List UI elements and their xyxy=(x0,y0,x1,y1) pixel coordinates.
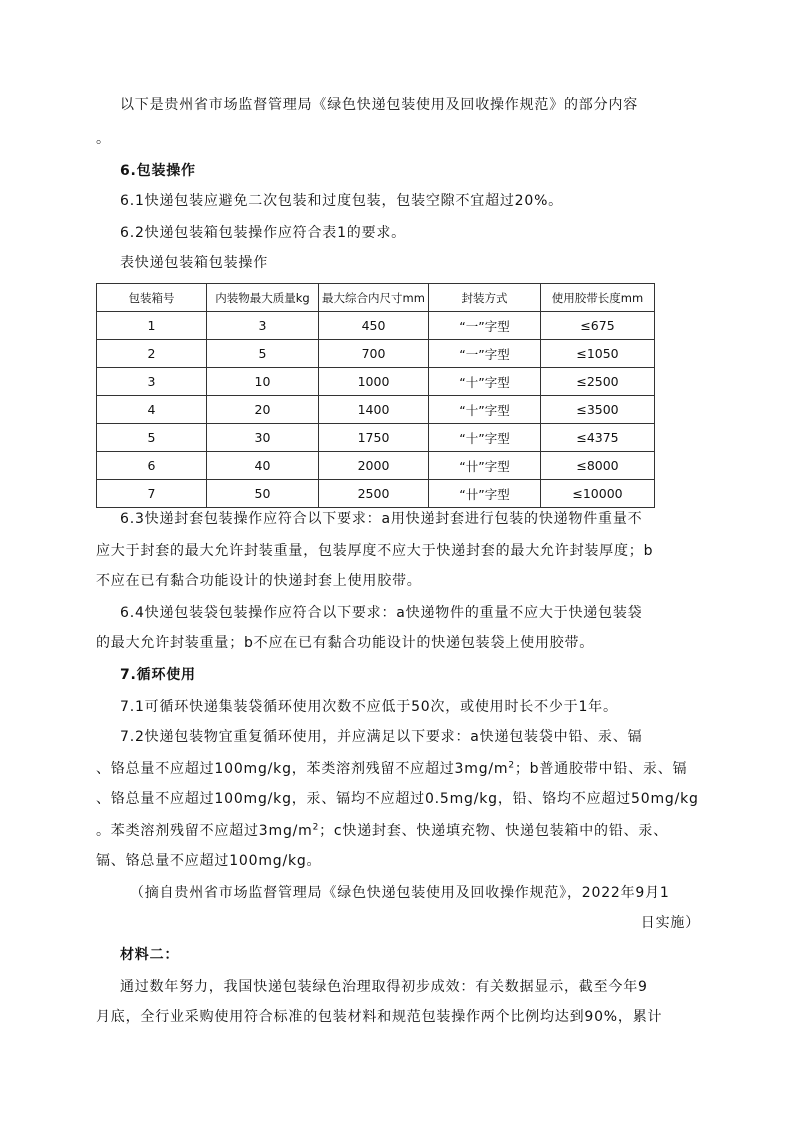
clause-7-2-continued xyxy=(96,752,700,786)
material-2-text: 通过数年努力，我国快递包装绿色治理取得初步成效：有关数据显示，截至今年9 xyxy=(120,979,648,995)
table-cell: 1400 xyxy=(319,396,429,424)
table-cell: ≤1050 xyxy=(541,340,655,368)
table-row xyxy=(97,368,655,396)
clause-7-1: 7.1可循环快递集装袋循环使用次数不应低于50次，或使用时长不少于1年。 xyxy=(120,699,618,715)
header-seal-method: 封装方式 xyxy=(429,284,541,312)
table-cell: 450 xyxy=(319,312,429,340)
table-cell: 1750 xyxy=(319,424,429,452)
table-cell: “十”字型 xyxy=(429,368,541,396)
table-title: 表快递包装箱包装操作 xyxy=(120,255,268,271)
table-header-row xyxy=(97,284,655,312)
table-cell: 3 xyxy=(97,368,207,396)
clause-7-2: 7.2快递包装物宜重复循环使用，并应满足以下要求：a快递包装袋中铅、汞、镉 xyxy=(120,729,643,745)
clause-6-3-continued: 应大于封套的最大允许封装重量，包装厚度不应大于快递封套的最大允许封装厚度；b xyxy=(96,543,654,559)
table-cell: ≤3500 xyxy=(541,396,655,424)
table-cell: ≤8000 xyxy=(541,452,655,480)
material-2-text-continued: 月底，全行业采购使用符合标准的包装材料和规范包装操作两个比例均达到90%，累计 xyxy=(96,1009,663,1025)
table-cell: 6 xyxy=(97,452,207,480)
clause-6-2: 6.2快递包装箱包装操作应符合表1的要求。 xyxy=(120,225,406,241)
clause-6-4: 6.4快递包装袋包装操作应符合以下要求：a快递物件的重量不应大于快递包装袋 xyxy=(120,605,643,621)
table-cell: 700 xyxy=(319,340,429,368)
text-run: ；c快递封套、快递填充物、快递包装箱中的铅、汞、 xyxy=(319,823,669,839)
table-cell: 5 xyxy=(207,340,319,368)
table-cell: 1000 xyxy=(319,368,429,396)
section-6-heading: 6.包装操作 xyxy=(120,163,196,179)
header-tape-length: 使用胶带长度mm xyxy=(541,284,655,312)
table-row xyxy=(97,340,655,368)
intro-text: 以下是贵州省市场监督管理局《绿色快递包装使用及回收操作规范》的部分内容 xyxy=(120,97,638,113)
table-cell: “一”字型 xyxy=(429,340,541,368)
table-cell: 10 xyxy=(207,368,319,396)
table-cell: ≤10000 xyxy=(541,480,655,508)
table-cell: ≤2500 xyxy=(541,368,655,396)
table-cell: ≤4375 xyxy=(541,424,655,452)
table-row xyxy=(97,312,655,340)
source-citation: （摘自贵州省市场监督管理局《绿色快递包装使用及回收操作规范》，2022年9月1 xyxy=(130,885,670,901)
table-cell: “十”字型 xyxy=(429,424,541,452)
clause-6-3: 6.3快递封套包装操作应符合以下要求：a用快递封套进行包装的快递物件重量不 xyxy=(120,511,643,527)
table-row xyxy=(97,452,655,480)
clause-7-2-continued xyxy=(96,814,700,848)
text-run: 、铬总量不应超过100mg/kg，苯类溶剂残留不应超过3mg/m xyxy=(96,761,509,777)
material-2-heading: 材料二： xyxy=(120,947,180,963)
header-max-size: 最大综合内尺寸mm xyxy=(319,284,429,312)
table-cell: 50 xyxy=(207,480,319,508)
clause-6-4-continued: 的最大允许封装重量；b不应在已有黏合功能设计的快递包装袋上使用胶带。 xyxy=(96,635,595,651)
text-run: 。苯类溶剂残留不应超过3mg/m xyxy=(96,823,313,839)
table-cell: 30 xyxy=(207,424,319,452)
header-max-weight: 内装物最大质量kg xyxy=(207,284,319,312)
table-cell: “十”字型 xyxy=(429,396,541,424)
table-cell: 5 xyxy=(97,424,207,452)
superscript: 2 xyxy=(508,760,515,771)
clause-7-2-continued: 、铬总量不应超过100mg/kg，汞、镉均不应超过0.5mg/kg，铅、铬均不应超过50mg/kg xyxy=(96,791,699,807)
table-cell: 40 xyxy=(207,452,319,480)
intro-text-continued: 。 xyxy=(96,131,111,147)
table-row xyxy=(97,396,655,424)
text-run: ；b普通胶带中铅、汞、镉 xyxy=(514,761,688,777)
table-cell: “卄”字型 xyxy=(429,480,541,508)
clause-6-1: 6.1快递包装应避免二次包装和过度包装，包装空隙不宜超过20%。 xyxy=(120,193,563,209)
section-7-heading: 7.循环使用 xyxy=(120,667,196,683)
source-citation-continued: 日实施） xyxy=(640,915,700,931)
table-cell: “卄”字型 xyxy=(429,452,541,480)
table-cell: 7 xyxy=(97,480,207,508)
clause-6-3-continued: 不应在已有黏合功能设计的快递封套上使用胶带。 xyxy=(96,573,422,589)
table-cell: 2500 xyxy=(319,480,429,508)
clause-7-2-continued: 镉、铬总量不应超过100mg/kg。 xyxy=(96,853,322,869)
table-cell: 2000 xyxy=(319,452,429,480)
table-cell: 4 xyxy=(97,396,207,424)
table-cell: ≤675 xyxy=(541,312,655,340)
table-cell: 2 xyxy=(97,340,207,368)
superscript: 2 xyxy=(312,822,320,833)
table-cell: 1 xyxy=(97,312,207,340)
table-cell: “一”字型 xyxy=(429,312,541,340)
packaging-table xyxy=(96,283,655,508)
table-row xyxy=(97,424,655,452)
header-box-number: 包装箱号 xyxy=(97,284,207,312)
table-cell: 20 xyxy=(207,396,319,424)
table-cell: 3 xyxy=(207,312,319,340)
